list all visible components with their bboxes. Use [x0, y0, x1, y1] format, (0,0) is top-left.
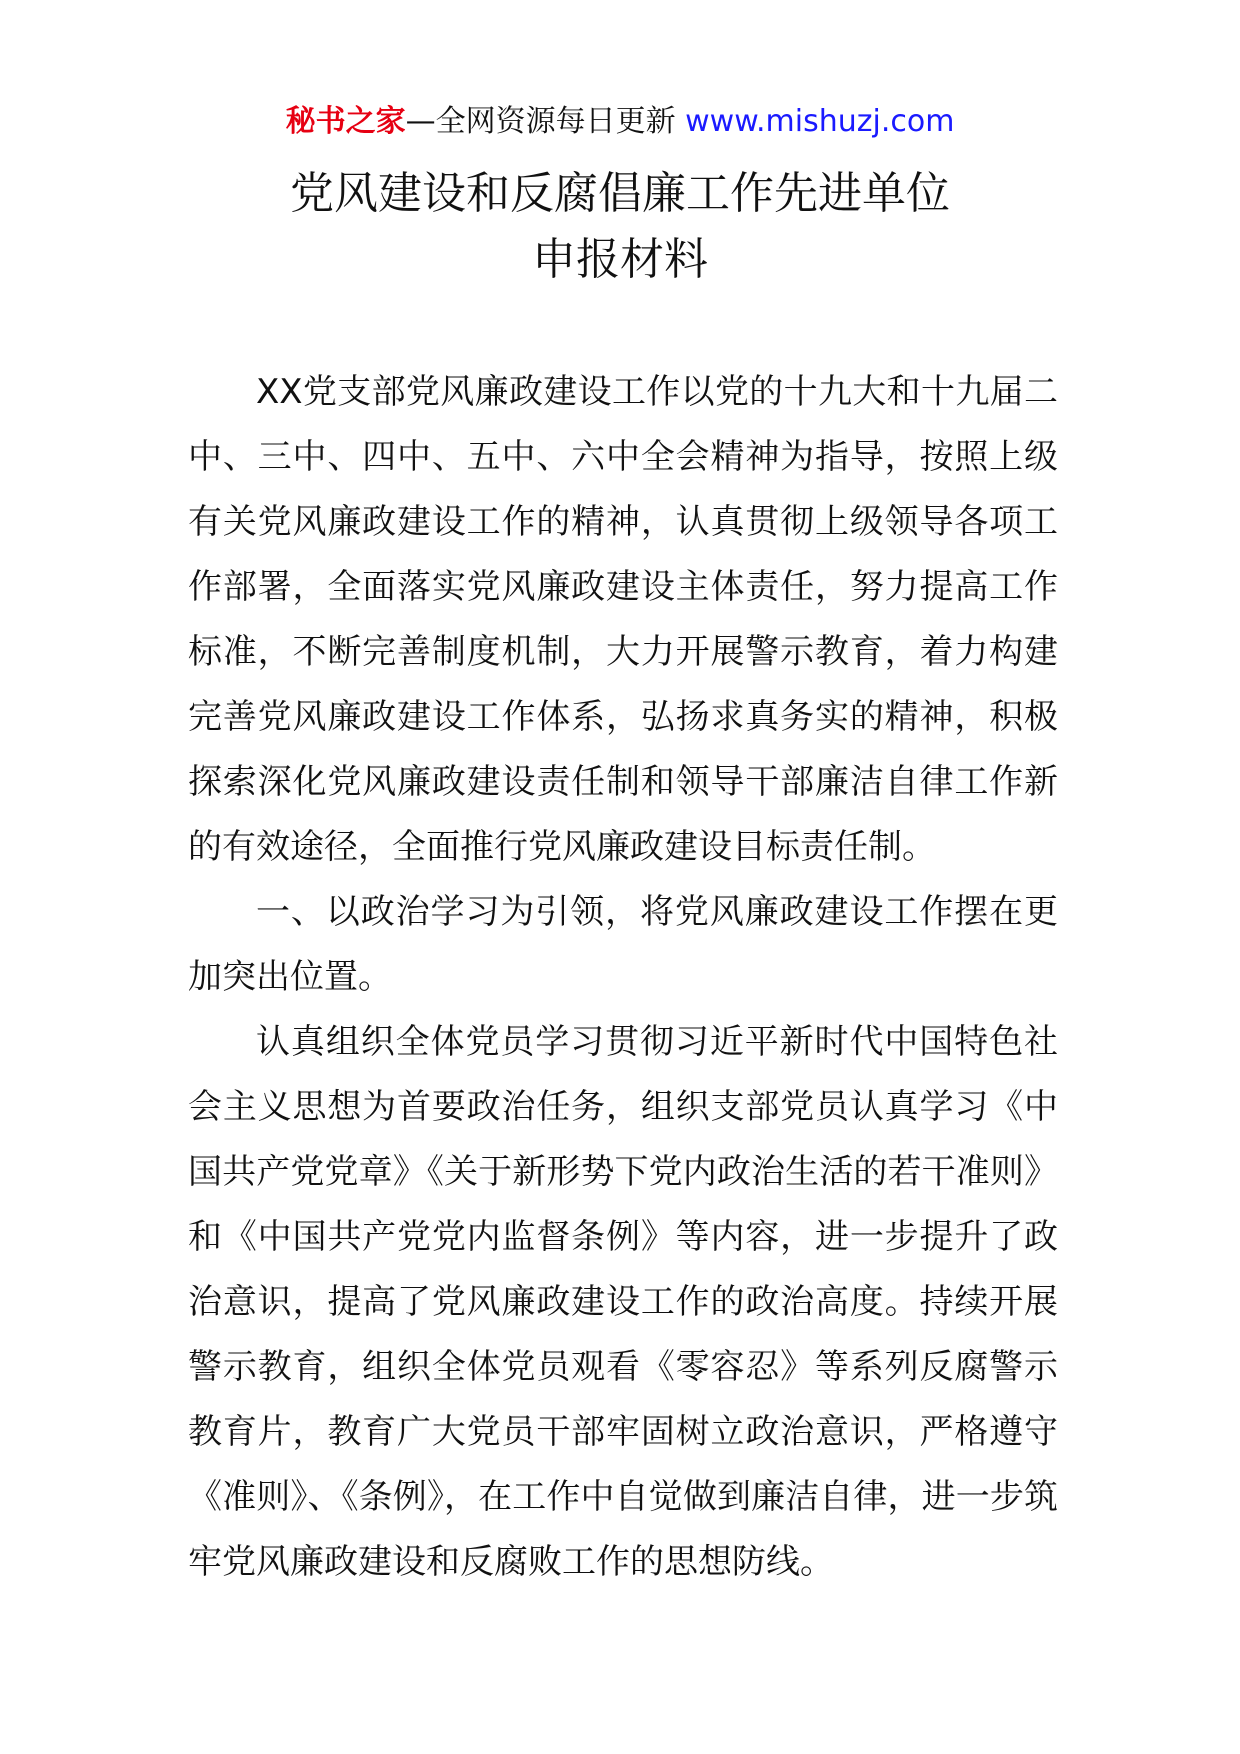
body-paragraph-section-1: 认真组织全体党员学习贯彻习近平新时代中国特色社会主义思想为首要政治任务，组织支部党员认真学习《中国共产党党章》《关于新形势下党内政治生活的若干准则》和《中国共产党党内监督条例》等内容，进一步提升了政治意识，提高了党风廉政建设工作的政治高度。持续开展警示教育，组织全体党员观看《零容忍》等系列反腐警示教育片，教育广大党员干部牢固树立政治意识，严格遵守《准则》、《条例》，在工作中自觉做到廉洁自律，进一步筑牢党风廉政建设和反腐败工作的思想防线。	[188, 1022, 1058, 1582]
section-heading-1: 一、以政治学习为引领，将党风廉政建设工作摆在更加突出位置。	[188, 892, 1058, 997]
document-title: 党风建设和反腐倡廉工作先进单位	[290, 168, 950, 219]
site-url-link[interactable]: www.mishuzj.com	[685, 104, 955, 139]
site-banner	[0, 100, 1240, 144]
brand-name: 秘书之家	[285, 104, 406, 139]
banner-tagline: —全网资源每日更新	[405, 104, 686, 139]
document-subtitle: 申报材料	[532, 234, 708, 285]
document-body	[188, 360, 1058, 1595]
body-paragraph-intro: XX党支部党风廉政建设工作以党的十九大和十九届二中、三中、四中、五中、六中全会精神为指导，按照上级有关党风廉政建设工作的精神，认真贯彻上级领导各项工作部署，全面落实党风廉政建设主体责任，努力提高工作标准，不断完善制度机制，大力开展警示教育，着力构建完善党风廉政建设工作体系，弘扬求真务实的精神，积极探索深化党风廉政建设责任制和领导干部廉洁自律工作新的有效途径，全面推行党风廉政建设目标责任制。	[188, 372, 1058, 867]
